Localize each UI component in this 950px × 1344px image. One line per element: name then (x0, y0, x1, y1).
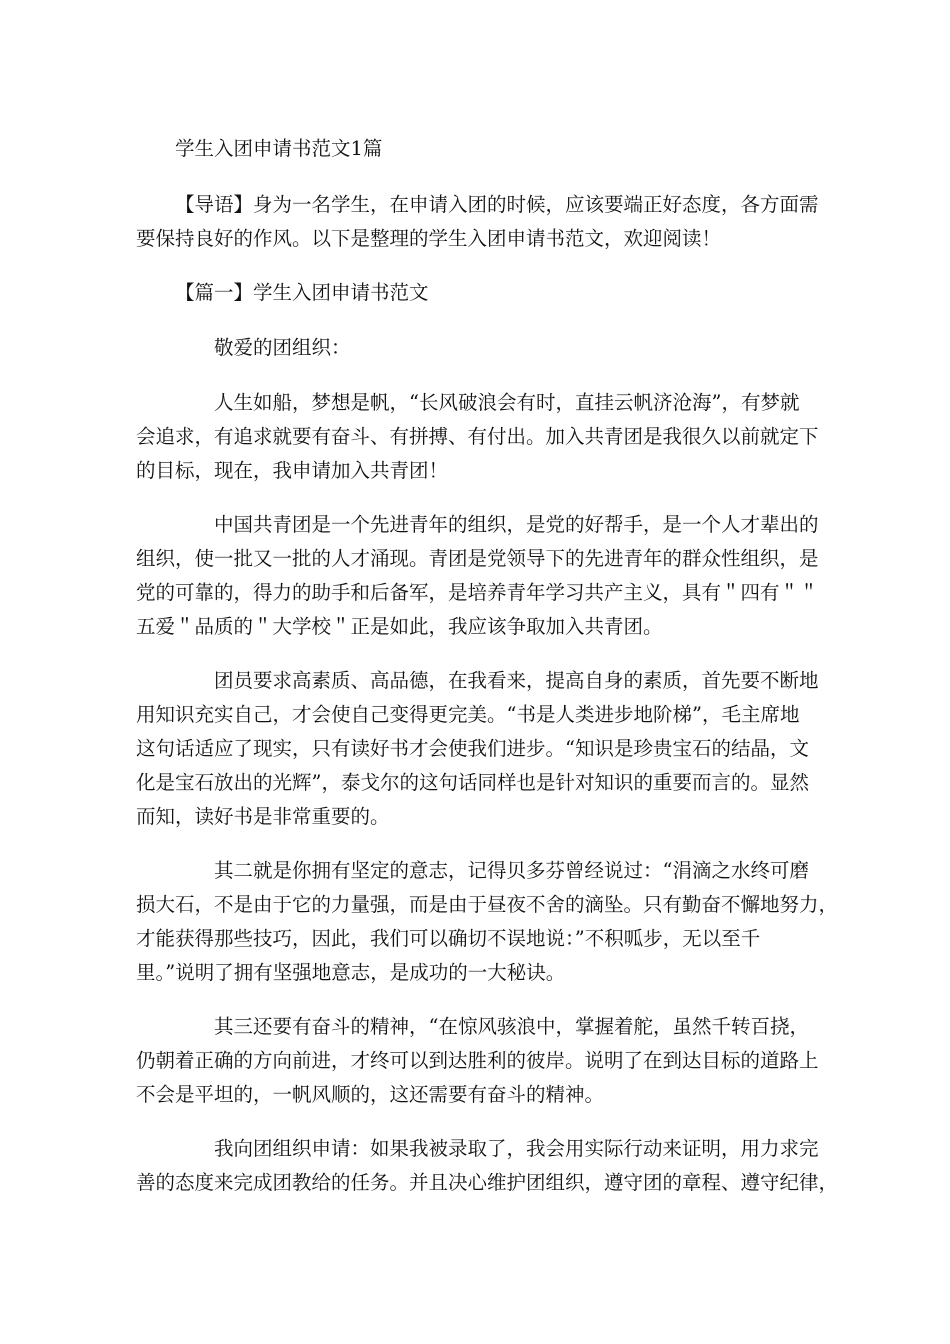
paragraph-line: 不会是平坦的，一帆风顺的，这还需要有奋斗的精神。 (136, 1083, 605, 1106)
paragraph-line: 会追求，有追求就要有奋斗、有拼搏、有付出。加入共青团是我很久以前就定下 (136, 425, 819, 448)
paragraph-line: 善的态度来完成团教给的任务。并且决心维护团组织，遵守团的章程、遵守纪律， (136, 1171, 839, 1194)
lead-line: 要保持良好的作风。以下是整理的学生入团申请书范文，欢迎阅读！ (136, 227, 722, 250)
document-title: 学生入团申请书范文1篇 (175, 137, 383, 160)
salutation: 敬爱的团组织： (214, 336, 351, 359)
paragraph-line: 党的可靠的，得力的助手和后备军，是培养青年学习共产主义，具有＂四有＂＂ (136, 581, 819, 604)
paragraph-line: 里。”说明了拥有坚强地意志，是成功的一大秘诀。 (136, 961, 566, 984)
paragraph-line: 化是宝石放出的光辉”，泰戈尔的这句话同样也是针对知识的重要而言的。显然 (136, 771, 809, 794)
paragraph-line: 仍朝着正确的方向前进，才终可以到达胜利的彼岸。说明了在到达目标的道路上 (136, 1049, 819, 1072)
lead-line: 【导语】身为一名学生，在申请入团的时候，应该要端正好态度，各方面需 (175, 193, 819, 216)
paragraph-line: 组织，使一批又一批的人才涌现。青团是党领导下的先进青年的群众性组织，是 (136, 547, 819, 570)
paragraph-line: 人生如船，梦想是帆，“长风破浪会有时，直挂云帆济沧海”，有梦就 (214, 391, 800, 414)
paragraph-line: 才能获得那些技巧，因此，我们可以确切不误地说：”不积呱步，无以至千 (136, 927, 761, 950)
paragraph-line: 其三还要有奋斗的精神，“在惊风骇浪中，掌握着舵，虽然千转百挠， (214, 1015, 809, 1038)
paragraph-line: 我向团组织申请：如果我被录取了，我会用实际行动来证明，用力求完 (214, 1137, 819, 1160)
paragraph-line: 损大石，不是由于它的力量强，而是由于昼夜不舍的滴坠。只有勤奋不懈地努力， (136, 893, 839, 916)
paragraph-line: 的目标，现在，我申请加入共青团！ (136, 459, 449, 482)
paragraph-line: 其二就是你拥有坚定的意志，记得贝多芬曾经说过：“涓滴之水终可磨 (214, 859, 809, 882)
paragraph-line: 五爱＂品质的＂大学校＂正是如此，我应该争取加入共青团。 (136, 615, 663, 638)
paragraph-line: 中国共青团是一个先进青年的组织，是党的好帮手，是一个人才辈出的 (214, 513, 819, 536)
paragraph-line: 而知，读好书是非常重要的。 (136, 805, 390, 828)
paragraph-line: 这句话适应了现实，只有读好书才会使我们进步。“知识是珍贵宝石的结晶，文 (136, 737, 809, 760)
section-heading: 【篇一】学生入团申请书范文 (175, 281, 429, 304)
paragraph-line: 团员要求高素质、高品德，在我看来，提高自身的素质，首先要不断地 (214, 669, 819, 692)
paragraph-line: 用知识充实自己，才会使自己变得更完美。“书是人类进步地阶梯”，毛主席地 (136, 703, 800, 726)
